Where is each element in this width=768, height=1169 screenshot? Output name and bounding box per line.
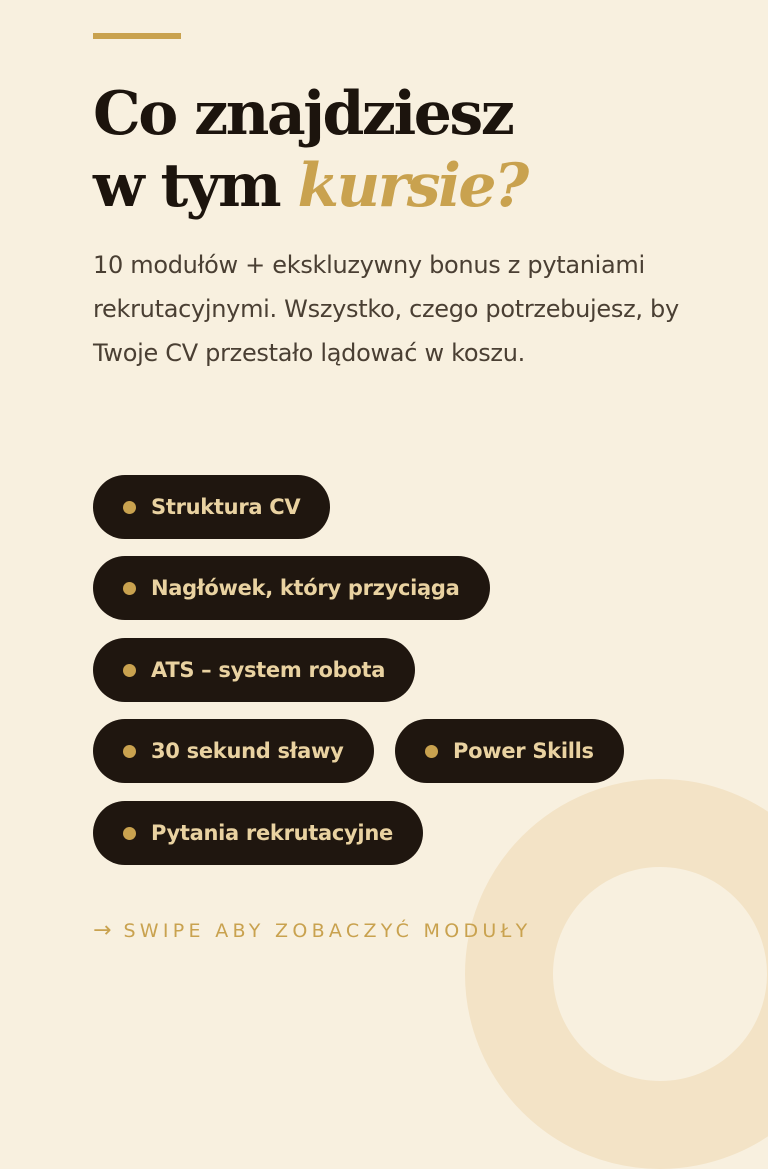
accent-bar bbox=[93, 33, 181, 39]
arrow-right-icon: → bbox=[93, 918, 112, 943]
module-pill-label: Nagłówek, który przyciąga bbox=[151, 576, 460, 600]
intro-text: 10 modułów + ekskluzywny bonus z pytaniami rekrutacyjnymi. Wszystko, czego potrzebujesz, by Twoje CV przestało lądować w koszu. bbox=[93, 251, 679, 367]
module-pill-label: Power Skills bbox=[453, 739, 594, 763]
title-line-2 bbox=[93, 150, 527, 222]
module-pill-label: ATS – system robota bbox=[151, 658, 386, 682]
module-pill-struktura-cv[interactable] bbox=[93, 475, 330, 539]
swipe-hint-label: SWIPE ABY ZOBACZYĆ MODUŁY bbox=[123, 919, 532, 942]
module-pill-label: Struktura CV bbox=[151, 495, 301, 519]
title-line-2-prefix: w tym bbox=[93, 151, 298, 221]
bullet-dot-icon bbox=[123, 501, 136, 514]
module-pill-30-sekund[interactable] bbox=[93, 719, 374, 783]
module-pill-label: Pytania rekrutacyjne bbox=[151, 821, 393, 845]
module-pill-pytania[interactable] bbox=[93, 801, 423, 865]
swipe-hint[interactable] bbox=[93, 918, 532, 943]
title-accent-word: kursie? bbox=[297, 151, 527, 221]
module-pill-label: 30 sekund sławy bbox=[151, 739, 344, 763]
title-line-1: Co znajdziesz bbox=[93, 79, 513, 149]
module-pill-ats[interactable] bbox=[93, 638, 415, 702]
module-pill-power-skills[interactable] bbox=[395, 719, 624, 783]
bullet-dot-icon bbox=[123, 827, 136, 840]
bullet-dot-icon bbox=[123, 582, 136, 595]
module-pill-naglowek[interactable] bbox=[93, 556, 490, 620]
decorative-circle bbox=[465, 779, 768, 1169]
page-title bbox=[93, 78, 527, 222]
bullet-dot-icon bbox=[123, 745, 136, 758]
bullet-dot-icon bbox=[425, 745, 438, 758]
bullet-dot-icon bbox=[123, 664, 136, 677]
